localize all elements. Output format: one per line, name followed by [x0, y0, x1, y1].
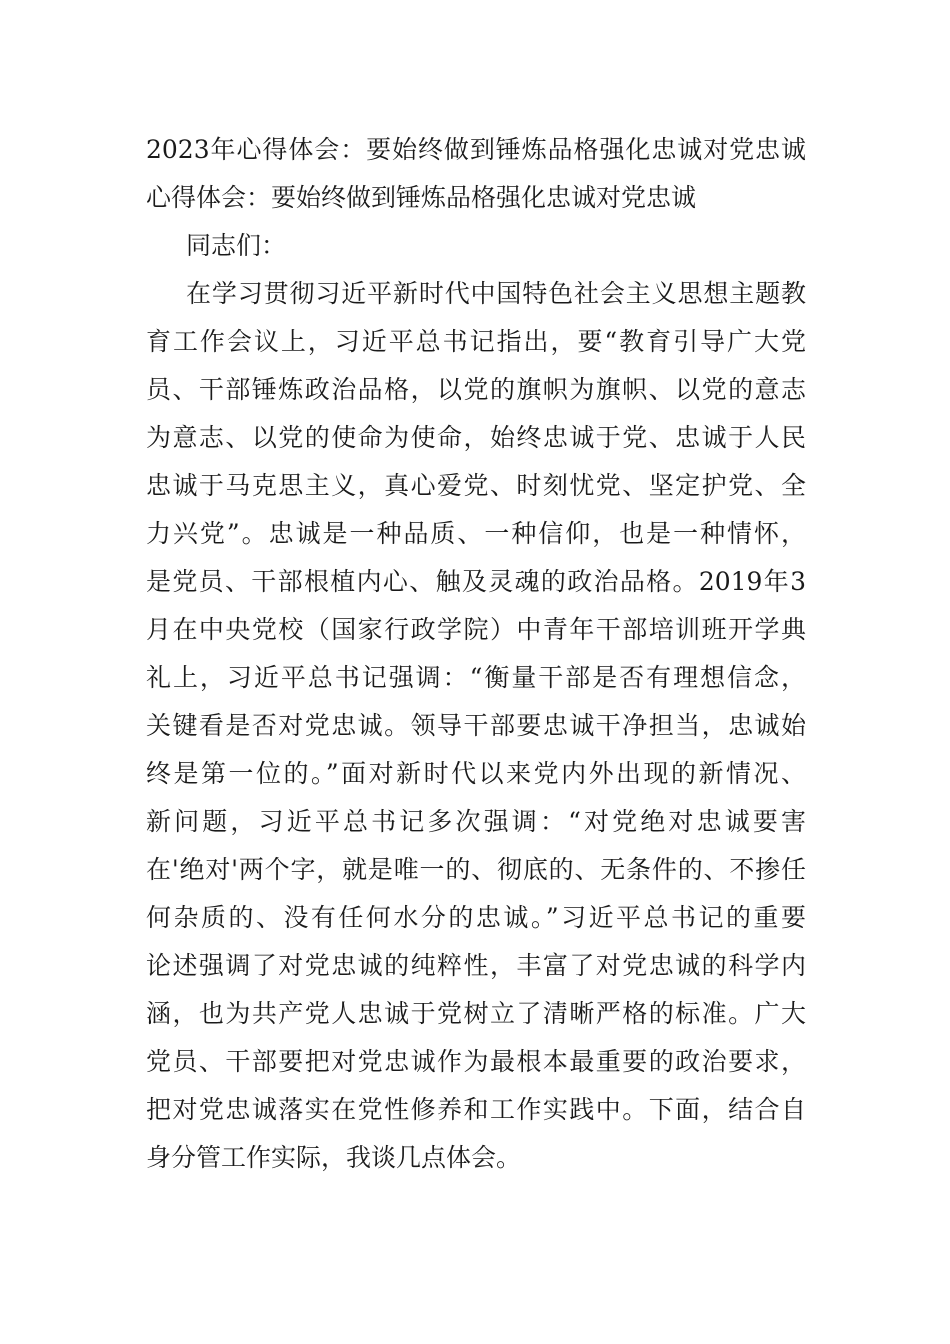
paragraph-line: 月在中央党校（国家行政学院）中青年干部培训班开学典 [146, 615, 806, 644]
paragraph-line: 党员、干部要把对党忠诚作为最根本最重要的政治要求， [146, 1047, 806, 1076]
paragraph-line: 是党员、干部根植内心、触及灵魂的政治品格。2019年3 [146, 567, 806, 596]
document-body [146, 126, 806, 1182]
salutation: 同志们： [186, 231, 287, 260]
subtitle-line: 心得体会：要始终做到锤炼品格强化忠诚对党忠诚 [146, 183, 697, 212]
paragraph-line: 身分管工作实际，我谈几点体会。 [146, 1143, 522, 1172]
paragraph-line: 把对党忠诚落实在党性修养和工作实践中。下面，结合自 [146, 1095, 806, 1124]
title-line: 2023年心得体会：要始终做到锤炼品格强化忠诚对党忠诚 [146, 135, 806, 164]
paragraph-line: 礼上，习近平总书记强调：“衡量干部是否有理想信念， [146, 663, 806, 692]
paragraph-line: 在学习贯彻习近平新时代中国特色社会主义思想主题教 [186, 279, 806, 308]
paragraph-line: 力兴党”。忠诚是一种品质、一种信仰，也是一种情怀， [146, 519, 806, 548]
paragraph-line: 何杂质的、没有任何水分的忠诚。”习近平总书记的重要 [146, 903, 806, 932]
paragraph-line: 论述强调了对党忠诚的纯粹性，丰富了对党忠诚的科学内 [146, 951, 806, 980]
paragraph-line: 新问题，习近平总书记多次强调：“对党绝对忠诚要害 [146, 807, 806, 836]
paragraph-line: 在'绝对'两个字，就是唯一的、彻底的、无条件的、不掺任 [146, 855, 806, 884]
paragraph-line: 终是第一位的。”面对新时代以来党内外出现的新情况、 [146, 759, 806, 788]
paragraph-line: 涵，也为共产党人忠诚于党树立了清晰严格的标准。广大 [146, 999, 806, 1028]
paragraph-line: 为意志、以党的使命为使命，始终忠诚于党、忠诚于人民 [146, 423, 806, 452]
paragraph-line: 员、干部锤炼政治品格，以党的旗帜为旗帜、以党的意志 [146, 375, 806, 404]
paragraph-line: 关键看是否对党忠诚。领导干部要忠诚干净担当，忠诚始 [146, 711, 806, 740]
paragraph-line: 育工作会议上，习近平总书记指出，要“教育引导广大党 [146, 327, 806, 356]
paragraph-line: 忠诚于马克思主义，真心爱党、时刻忧党、坚定护党、全 [146, 471, 806, 500]
